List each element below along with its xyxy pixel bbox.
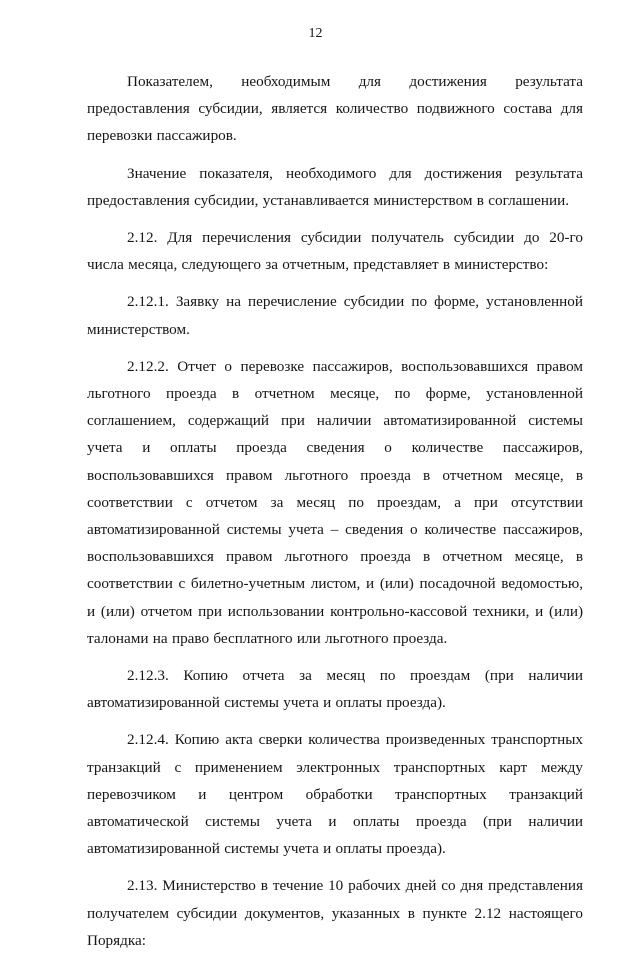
paragraph-indicator-value: Значение показателя, необходимого для достижения результата предоставления субсидии, устанавливается министерством в соглашении. [87,164,583,209]
paragraph-2-12-4: 2.12.4. Копию акта сверки количества произведенных транспортных транзакций с применением электронных транспортных карт между перевозчиком и центром обработки транспортных транзакций автоматической системы учета и оплаты проезда (при наличии автоматизированной системы учета и оплаты проезда). [87,731,583,858]
paragraph-indicator: Показателем, необходимым для достижения результата предоставления субсидии, является количество подвижного состава для перевозки пассажиров. [87,73,583,145]
page-number: 12 [308,26,323,41]
paragraph-2-13: 2.13. Министерство в течение 10 рабочих дней со дня представления получателем субсидии документов, указанных в пункте 2.12 настоящего Порядка: [87,877,583,949]
paragraph-2-12: 2.12. Для перечисления субсидии получатель субсидии до 20-го числа месяца, следующего за отчетным, представляет в министерство: [87,229,583,274]
paragraph-2-12-2: 2.12.2. Отчет о перевозке пассажиров, воспользовавшихся правом льготного проезда в отчетном месяце, по форме, установленной соглашением, содержащий при наличии автоматизированной системы учета и оплаты проезда сведения о количестве пассажиров, воспользовавшихся правом льготного проезда в отчетном месяце, в соответствии с отчетом за месяц по проездам, а при отсутствии автоматизированной системы учета – сведения о количестве пассажиров, воспользовавшихся правом льготного проезда в отчетном месяце, в соответствии с билетно-учетным листом, и (или) посадочной ведомостью, и (или) отчетом при использовании контрольно-кассовой техники, и (или) талонами на право бесплатного или льготного проезда. [87,357,583,647]
document-body [87,68,583,954]
paragraph-2-12-1: 2.12.1. Заявку на перечисление субсидии по форме, установленной министерством. [87,293,583,338]
paragraph-2-12-3: 2.12.3. Копию отчета за месяц по проездам (при наличии автоматизированной системы учета и оплаты проезда). [87,667,583,712]
